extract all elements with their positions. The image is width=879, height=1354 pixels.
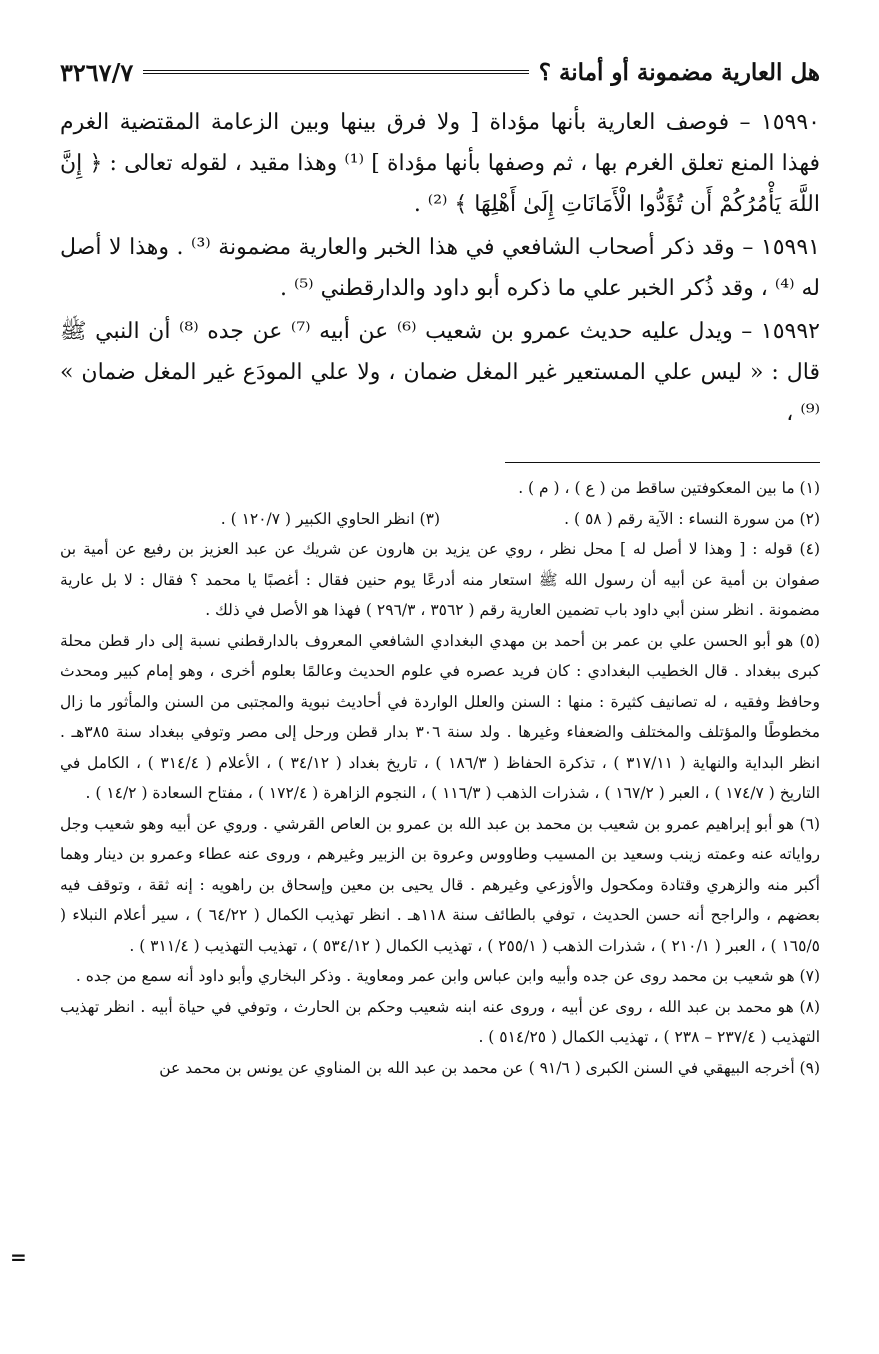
footnote-7: (٧) هو شعيب بن محمد روى عن جده وأبيه وابن عباس وابن عمر ومعاوية . وذكر البخاري وأبو داود أنه سمع من جده . <box>75 967 820 985</box>
footnote-row-2-3 <box>60 504 820 535</box>
footnote-separator <box>505 462 820 463</box>
footnote-5: (٥) هو أبو الحسن علي بن عمر بن أحمد بن مهدي البغدادي الشافعي المعروف بالدارقطني نسبة إلى دار قطن محلة كبرى ببغداد . قال الخطيب البغدادي : كان فريد عصره في علوم الحديث وعالمًا بعلوم أخرى ، وهو إمام كبير ومحدث وحافظ وفقيه ، له تصانيف كثيرة : منها : السنن والعلل الواردة في أحاديث نبوية والمجتبى من السنن والمأثور ما زال مخطوطًا والمؤتلف والمختلف والضعفاء وغيرها . ولد سنة ٣٠٦ بدار قطن ورحل إلى مصر وتوفي ببغداد سنة ٣٨٥هـ . انظر البداية والنهاية ( ٣١٧/١١ ) ، تذكرة الحفاظ ( ١٨٦/٣ ) ، تاريخ بغداد ( ٣٤/١٢ ) ، الأعلام ( ٣١٤/٤ ) ، الكامل في التاريخ ( ١٧٤/٧ ) ، العبر ( ١٦٧/٢ ) ، شذرات الذهب ( ١١٦/٣ ) ، النجوم الزاهرة ( ١٧٢/٤ ) ، مفتاح السعادة ( ١٤/٢ ) . <box>60 631 821 802</box>
paragraph-15990: ١٥٩٩٠ – فوصف العارية بأنها مؤداة [ ولا فرق بينها وبين الزعامة المقتضية الغرم فهذا المنع تعلق الغرم بها ، ثم وصفها بأنها مؤداة ] ⁽¹⁾ وهذا مقيد ، لقوله تعالى : ﴿ إِنَّ اللَّهَ يَأْمُرُكُمْ أَن تُؤَدُّوا الْأَمَانَاتِ إِلَىٰ أَهْلِهَا ﴾ ⁽²⁾ . <box>60 110 820 217</box>
footnotes <box>60 473 820 1083</box>
footnote-2: (٢) من سورة النساء : الآية رقم ( ٥٨ ) . <box>564 509 820 528</box>
paragraph-15991: ١٥٩٩١ – وقد ذكر أصحاب الشافعي في هذا الخبر والعارية مضمونة ⁽³⁾ . وهذا لا أصل له ⁽⁴⁾ ، وقد ذُكر الخبر علي ما ذكره أبو داود والدارقطني ⁽⁵⁾ . <box>60 235 820 301</box>
paragraph-15992: ١٥٩٩٢ – ويدل عليه حديث عمرو بن شعيب ⁽⁶⁾ عن أبيه ⁽⁷⁾ عن جده ⁽⁸⁾ أن النبي ﷺ قال : « ليس علي المستعير غير المغل ضمان ، ولا علي المودَع غير المغل ضمان » ⁽⁹⁾ ، <box>60 319 820 426</box>
continuation-mark: = <box>10 1245 27 1269</box>
page-number: ٣٢٦٧/٧ <box>60 57 134 87</box>
footnote-3: (٣) انظر الحاوي الكبير ( ١٢٠/٧ ) . <box>220 509 440 528</box>
header-title: هل العارية مضمونة أو أمانة ؟ <box>538 58 820 86</box>
footnote-6: (٦) هو أبو إبراهيم عمرو بن شعيب بن محمد بن عبد الله بن عمرو بن العاص القرشي . وروي عن أبيه وهو شعيب وجل رواياته عنه وعمته زينب وسعيد بن المسيب وطاووس وعروة بن الزبير وغيرهم ، وروى عنه عطاء وعمرو بن دينار وهما أكبر منه والزهري وقتادة ومكحول والأوزعي وغيرهم . قال يحيى بن معين وإسحاق بن راهويه : إنه ثقة ، وتوقف فيه بعضهم ، والراجح أنه حسن الحديث ، توفي بالطائف سنة ١١٨هـ . انظر تهذيب الكمال ( ٦٤/٢٢ ) ، سير أعلام النبلاء ( ١٦٥/٥ ) ، العبر ( ٢١٠/١ ) ، شذرات الذهب ( ٢٥٥/١ ) ، تهذيب الكمال ( ٥٣٤/١٢ ) ، تهذيب التهذيب ( ٣١١/٤ ) . <box>60 814 820 955</box>
header-rule <box>143 70 529 74</box>
footnote-9: (٩) أخرجه البيهقي في السنن الكبرى ( ٩١/٦ ) عن محمد بن عبد الله بن المناوي عن يونس بن محمد عن <box>159 1058 820 1077</box>
running-header <box>60 52 820 92</box>
book-page <box>60 52 820 1083</box>
footnote-8: (٨) هو محمد بن عبد الله ، روى عن أبيه ، وروى عنه ابنه شعيب وحكم بن الحارث ، وتوفي في حياة أبيه . انظر تهذيب التهذيب ( ٢٣٧/٤ – ٢٣٨ ) ، تهذيب الكمال ( ٥١٤/٢٥ ) . <box>60 997 820 1046</box>
footnote-4: (٤) قوله : [ وهذا لا أصل له ] محل نظر ، روي عن يزيد بن هارون عن شريك عن عبد العزيز بن رفيع عن أمية بن صفوان بن أمية عن أبيه أن رسول الله ﷺ استعار منه أدرعًا يوم حنين فقال : أغصبًا يا محمد ؟ فقال : لا بل عارية مضمونة . انظر سنن أبي داود باب تضمين العارية رقم ( ٣٥٦٢ ، ٢٩٦/٣ ) فهذا هو الأصل في ذلك . <box>60 540 820 619</box>
footnote-1: (١) ما بين المعكوفتين ساقط من ( ع ) ، ( م ) . <box>518 479 820 497</box>
